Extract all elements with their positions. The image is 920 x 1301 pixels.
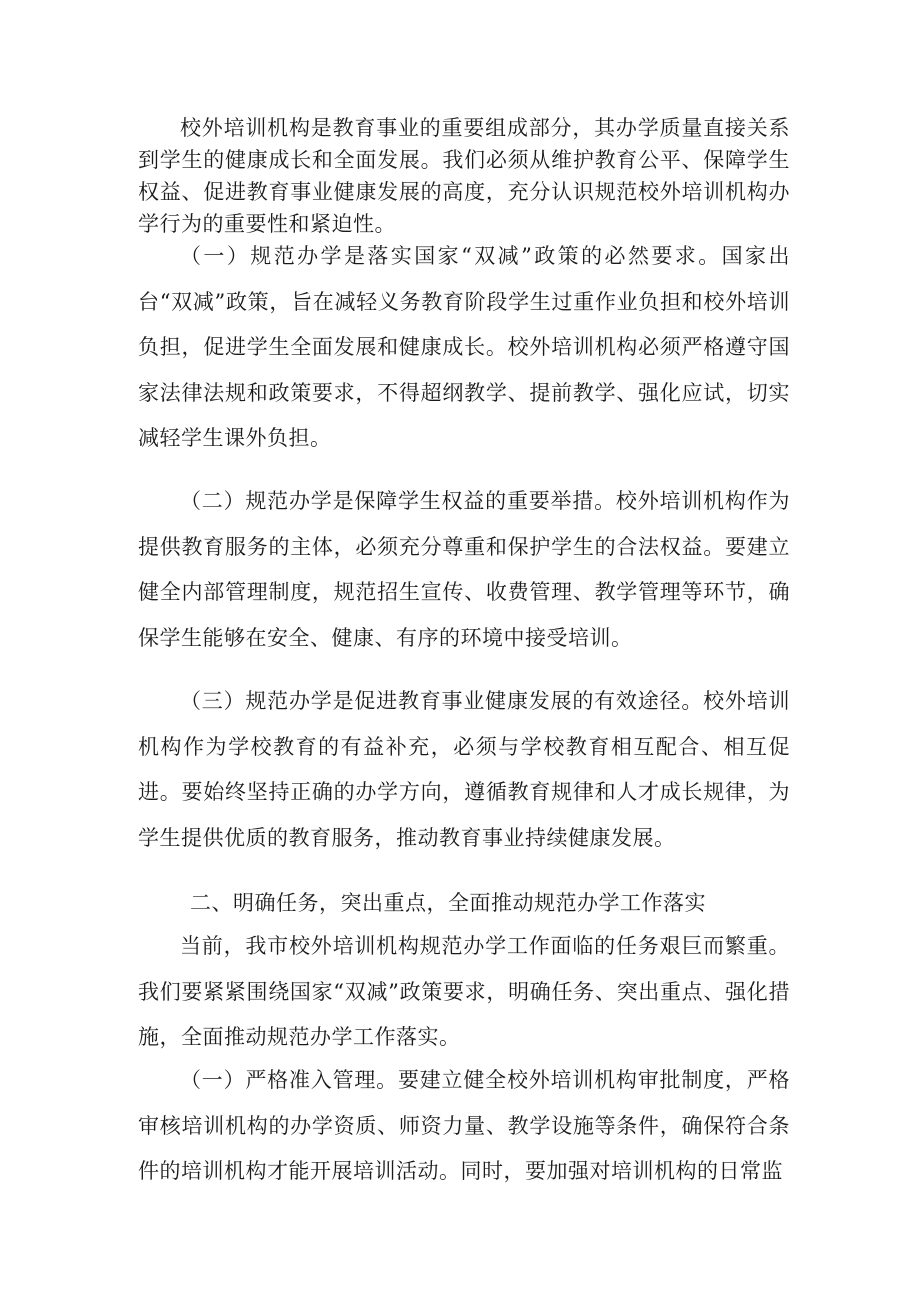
section-2-heading: 二、明确任务，突出重点，全面推动规范办学工作落实 [190,891,706,915]
section-1-1-paragraph: （一）规范办学是落实国家“双减”政策的必然要求。国家出台“双减”政策，旨在减轻义务教育阶段学生过重作业负担和校外培训负担，促进学生全面发展和健康成长。校外培训机构必须严格遵守国家法律法规和政策要求，不得超纲教学、提前教学、强化应试，切实减轻学生课外负担。 [138,244,790,450]
intro-paragraph: 校外培训机构是教育事业的重要组成部分，其办学质量直接关系到学生的健康成长和全面发展。我们必须从维护教育公平、保障学生权益、促进教育事业健康发展的高度，充分认识规范校外培训机构办学行为的重要性和紧迫性。 [138,116,790,236]
section-2-1-paragraph: （一）严格准入管理。要建立健全校外培训机构审批制度，严格审核培训机构的办学资质、师资力量、教学设施等条件，确保符合条件的培训机构才能开展培训活动。同时，要加强对培训机构的日常监 [138,1068,790,1183]
section-1-2-paragraph: （二）规范办学是保障学生权益的重要举措。校外培训机构作为提供教育服务的主体，必须充分尊重和保护学生的合法权益。要建立健全内部管理制度，规范招生宣传、收费管理、教学管理等环节，确保学生能够在安全、健康、有序的环境中接受培训。 [138,489,790,650]
section-2-intro-paragraph: 当前，我市校外培训机构规范办学工作面临的任务艰巨而繁重。我们要紧紧围绕国家“双减”政策要求，明确任务、突出重点、强化措施，全面推动规范办学工作落实。 [138,934,790,1049]
section-1-3-paragraph: （三）规范办学是促进教育事业健康发展的有效途径。校外培训机构作为学校教育的有益补充，必须与学校教育相互配合、相互促进。要始终坚持正确的办学方向，遵循教育规律和人才成长规律，为学生提供优质的教育服务，推动教育事业持续健康发展。 [138,689,790,850]
